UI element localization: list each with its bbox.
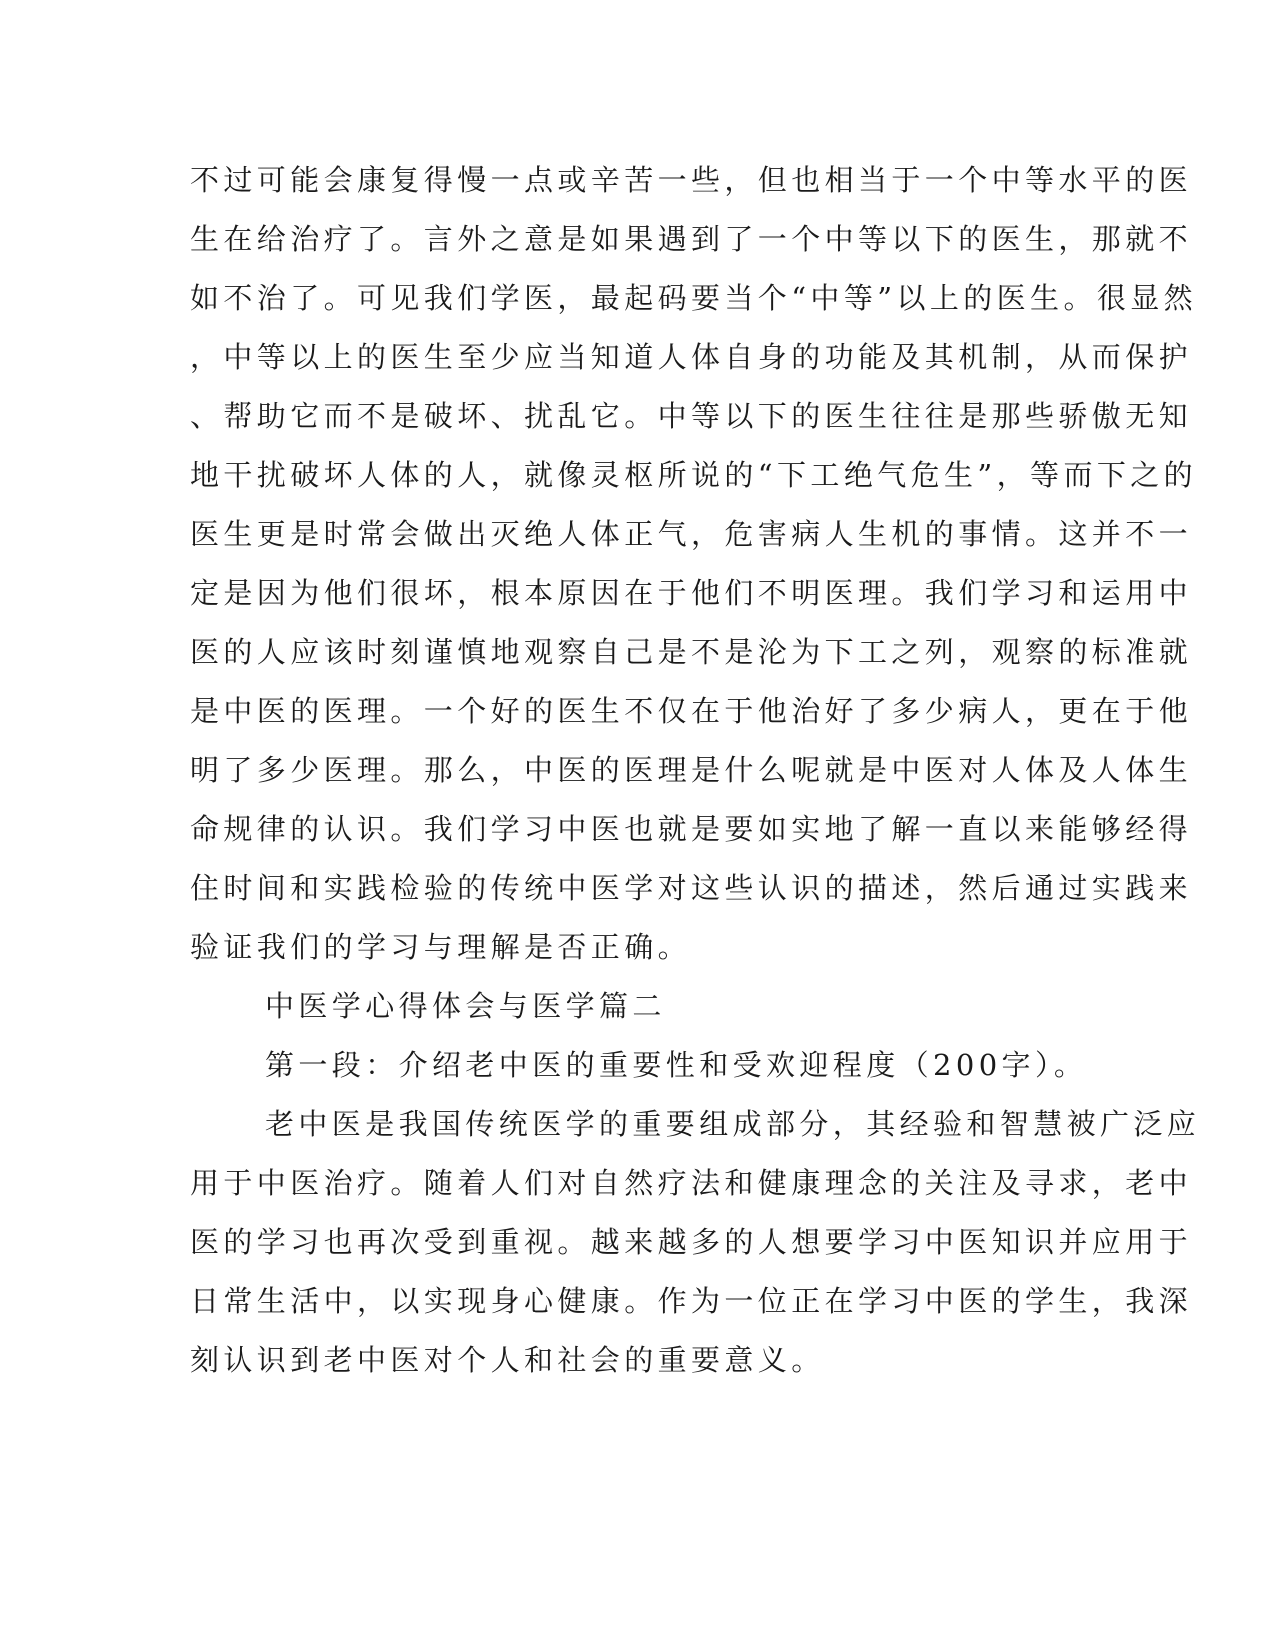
paragraph-1-line: 命规律的认识。我们学习中医也就是要如实地了解一直以来能够经得 [190,812,1193,846]
paragraph-1-line: 不过可能会康复得慢一点或辛苦一些，但也相当于一个中等水平的医 [190,163,1193,197]
paragraph-1-line: 、帮助它而不是破坏、扰乱它。中等以下的医生往往是那些骄傲无知 [190,399,1193,433]
paragraph-2-line: 刻认识到老中医对个人和社会的重要意义。 [190,1343,825,1377]
paragraph-2-line: 用于中医治疗。随着人们对自然疗法和健康理念的关注及寻求，老中 [190,1166,1193,1200]
section-title: 中医学心得体会与医学篇二 [265,989,666,1023]
paragraph-1-line: 定是因为他们很坏，根本原因在于他们不明医理。我们学习和运用中 [190,576,1193,610]
paragraph-1-line: 是中医的医理。一个好的医生不仅在于他治好了多少病人，更在于他 [190,694,1193,728]
paragraph-2-line: 老中医是我国传统医学的重要组成部分，其经验和智慧被广泛应 [265,1107,1201,1141]
paragraph-1-line: 生在给治疗了。言外之意是如果遇到了一个中等以下的医生，那就不 [190,222,1193,256]
paragraph-1-line: 明了多少医理。那么，中医的医理是什么呢就是中医对人体及人体生 [190,753,1193,787]
paragraph-2-line: 医的学习也再次受到重视。越来越多的人想要学习中医知识并应用于 [190,1225,1193,1259]
paragraph-2-line: 日常生活中，以实现身心健康。作为一位正在学习中医的学生，我深 [190,1284,1193,1318]
paragraph-1-line: ，中等以上的医生至少应当知道人体自身的功能及其机制，从而保护 [190,340,1193,374]
paragraph-1-line: 如不治了。可见我们学医，最起码要当个“中等”以上的医生。很显然 [190,281,1198,315]
paragraph-1-line: 医的人应该时刻谨慎地观察自己是不是沦为下工之列，观察的标准就 [190,635,1193,669]
paragraph-1-line: 医生更是时常会做出灭绝人体正气，危害病人生机的事情。这并不一 [190,517,1193,551]
subheading: 第一段：介绍老中医的重要性和受欢迎程度（200字）。 [265,1048,1088,1082]
paragraph-1-line: 验证我们的学习与理解是否正确。 [190,930,692,964]
paragraph-1-line: 地干扰破坏人体的人，就像灵枢所说的“下工绝气危生”，等而下之的 [190,458,1198,492]
paragraph-1-line: 住时间和实践检验的传统中医学对这些认识的描述，然后通过实践来 [190,871,1193,905]
